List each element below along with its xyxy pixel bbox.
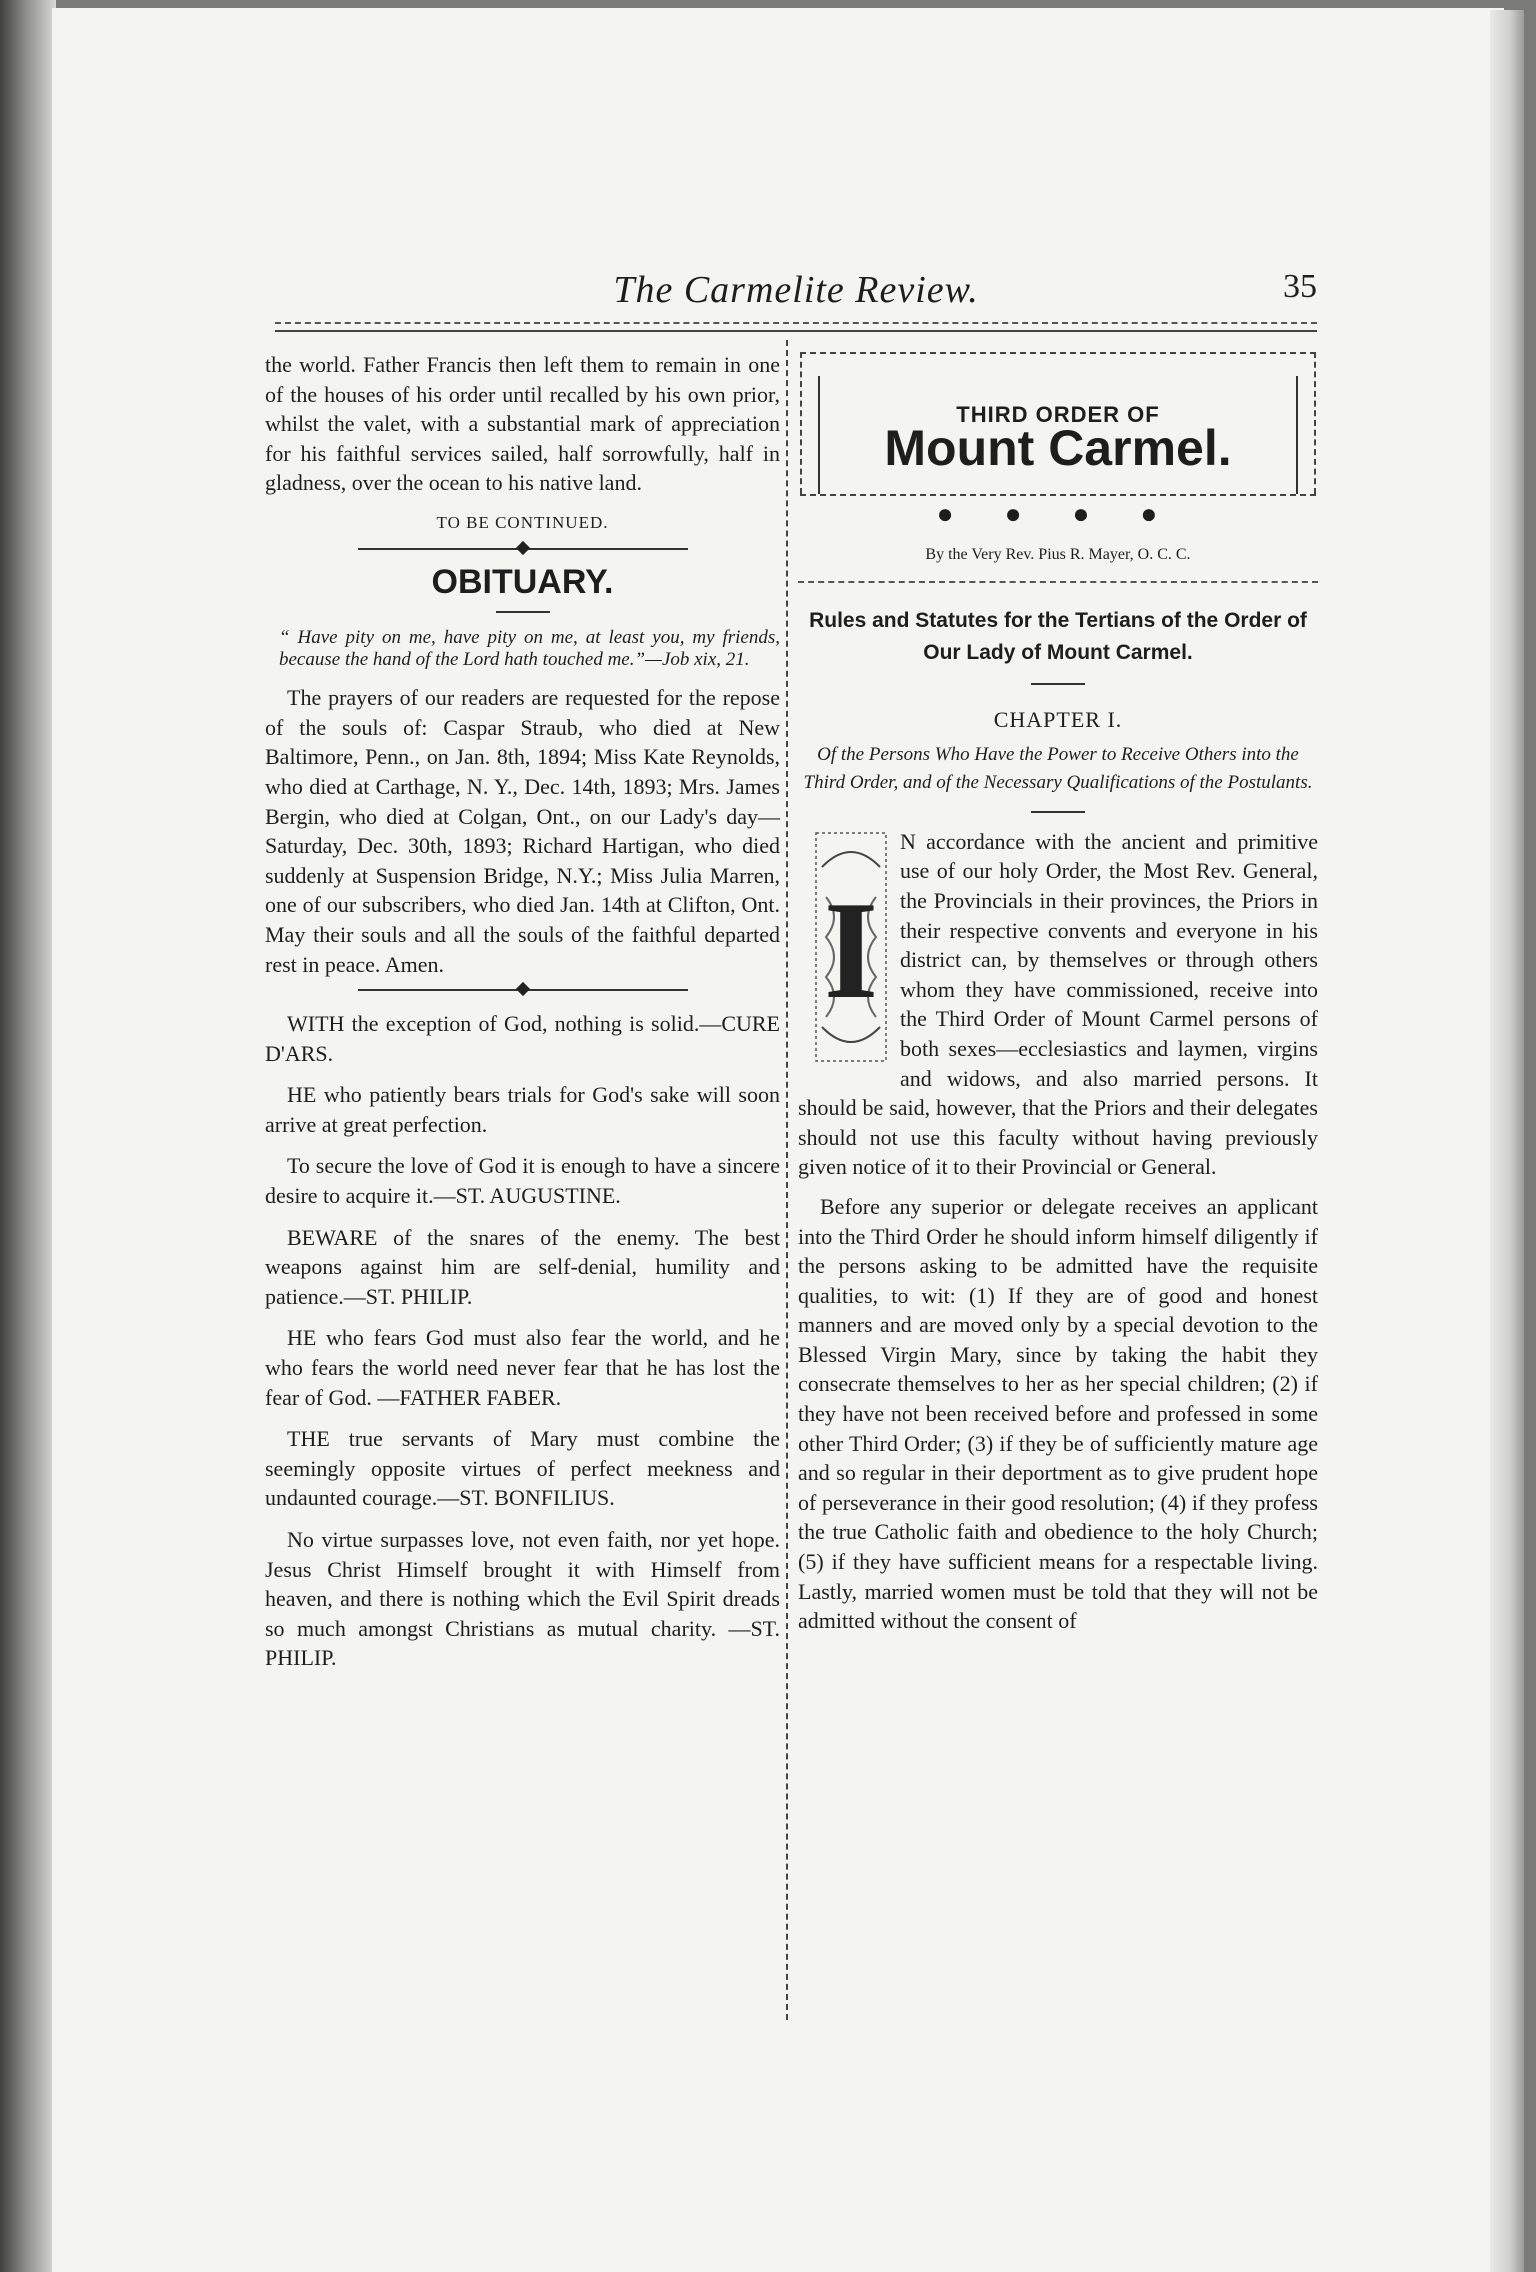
to-be-continued: TO BE CONTINUED. [436,512,609,532]
right-column [798,352,1318,1646]
saying: WITH the exception of God, nothing is solid.—CURE D'ARS. [265,1011,780,1066]
saying: HE who patiently bears trials for God's sake will soon arrive at great perfection. [265,1082,780,1137]
header-rule [275,322,1317,332]
section-kicker: THIRD ORDER OF [956,402,1160,427]
obituary-quote: “ Have pity on me, have pity on me, at least you, my friends, because the hand of the Lord hath touched me.”—Job xix, 21. [279,627,780,671]
book-spine [0,0,56,2272]
chapter-paragraph: Before any superior or delegate receives an applicant into the Third Order he should inform himself diligently if the persons asking to be admitted have the requisite qualities, to wit: (1) If they are of good and honest manners and are moved only by a special devotion to the Blessed Virgin Mary, since by taking the habit they consecrate themselves to her as her special children; (2) if they have not been received before and professed in some other Third Order; (3) if they be of sufficiently mature age and so regular in their deportment as to give prudent hope of perseverance in their good resolution; (4) if they profess the true Catholic faith and obedience to the holy Church; (5) if they have sufficient means for a respectable living. Lastly, married women must be told that they will not be admitted without the consent of [798,1193,1318,1634]
ornament-divider [358,989,688,995]
short-rule [1031,811,1085,813]
initial-letter: I [823,872,879,1028]
short-rule [496,611,550,613]
journal-title: The Carmelite Review. [613,269,979,311]
short-rule [1031,683,1085,685]
left-column [265,350,780,1685]
ornamental-initial [812,827,890,1067]
obituary-heading: OBITUARY. [431,562,614,601]
saying: HE who fears God must also fear the world, and he who fears the world need never fear that he has lost the fear of God. —FATHER FABER. [265,1325,780,1410]
page-edge [1490,10,1524,2272]
ornamental-initial-icon [812,827,890,1067]
saying: To secure the love of God it is enough to have a sincere desire to acquire it.—ST. AUGUSTINE. [265,1153,780,1209]
saying: No virtue surpasses love, not even faith, nor yet hope. Jesus Christ Himself brought it with Himself from heaven, and there is nothing which the Evil Spirit dreads so much amongst Christians as mutual charity. —ST. PHILIP. [265,1527,780,1671]
section-title-box [800,352,1316,494]
chapter-heading: CHAPTER I. [993,707,1123,733]
byline: By the Very Rev. Pius R. Mayer, O. C. C. [925,545,1191,563]
chapter-paragraph: N accordance with the ancient and primitive use of our holy Order, the Most Rev. General, the Provincials in their provinces, the Priors in their respective convents and everyone in his district can, by themselves or through others whom they have commissioned, receive into the Third Order of Mount Carmel persons of both sexes—ecclesiastics and laymen, virgins and widows, and also married persons. It should be said, however, that the Priors and their delegates should not use this faculty without having previously given notice of it to their Provincial or General. [798,828,1318,1180]
rules-heading: Rules and Statutes for the Tertians of the Order of Our Lady of Mount Carmel. [809,609,1307,665]
chapter-subtitle: Of the Persons Who Have the Power to Receive Others into the Third Order, and of the Necessary Qualifications of the Postulants. [803,743,1313,793]
saying: BEWARE of the snares of the enemy. The best weapons against him are self-denial, humility and patience.—ST. PHILIP. [265,1224,780,1309]
ornament-divider [358,548,688,554]
section-title: Mount Carmel. [884,420,1232,476]
obituary-text: The prayers of our readers are requested for the repose of the souls of: Caspar Straub, who died at New Baltimore, Penn., on Jan. 8th, 1894; Miss Kate Reynolds, who died at Carthage, N. Y., Dec. 14th, 1893; Mrs. James Bergin, who died at Colgan, Ont., on our Lady's day—Saturday, Dec. 30th, 1893; Richard Hartigan, who died suddenly at Suspension Bridge, N.Y.; Miss Julia Marren, one of our subscribers, who died Jan. 14th at Clifton, Ont. May their souls and all the souls of the faithful departed rest in peace. Amen. [265,685,780,977]
continued-article-text: the world. Father Francis then left them to remain in one of the houses of his order until recalled by his own prior, whilst the valet, with a substantial mark of appreciation for his faithful services sailed, half sorrowfully, half in gladness, over the ocean to his native land. [265,352,780,496]
running-header [275,268,1317,318]
saying: THE true servants of Mary must combine the seemingly opposite virtues of perfect meekness and undaunted courage.—ST. BONFILIUS. [265,1426,780,1511]
dot-ornament: ● ● ● ● [936,499,1180,530]
column-separator [786,340,788,2020]
dashed-rule [798,581,1318,583]
page-number: 35 [1283,268,1317,305]
